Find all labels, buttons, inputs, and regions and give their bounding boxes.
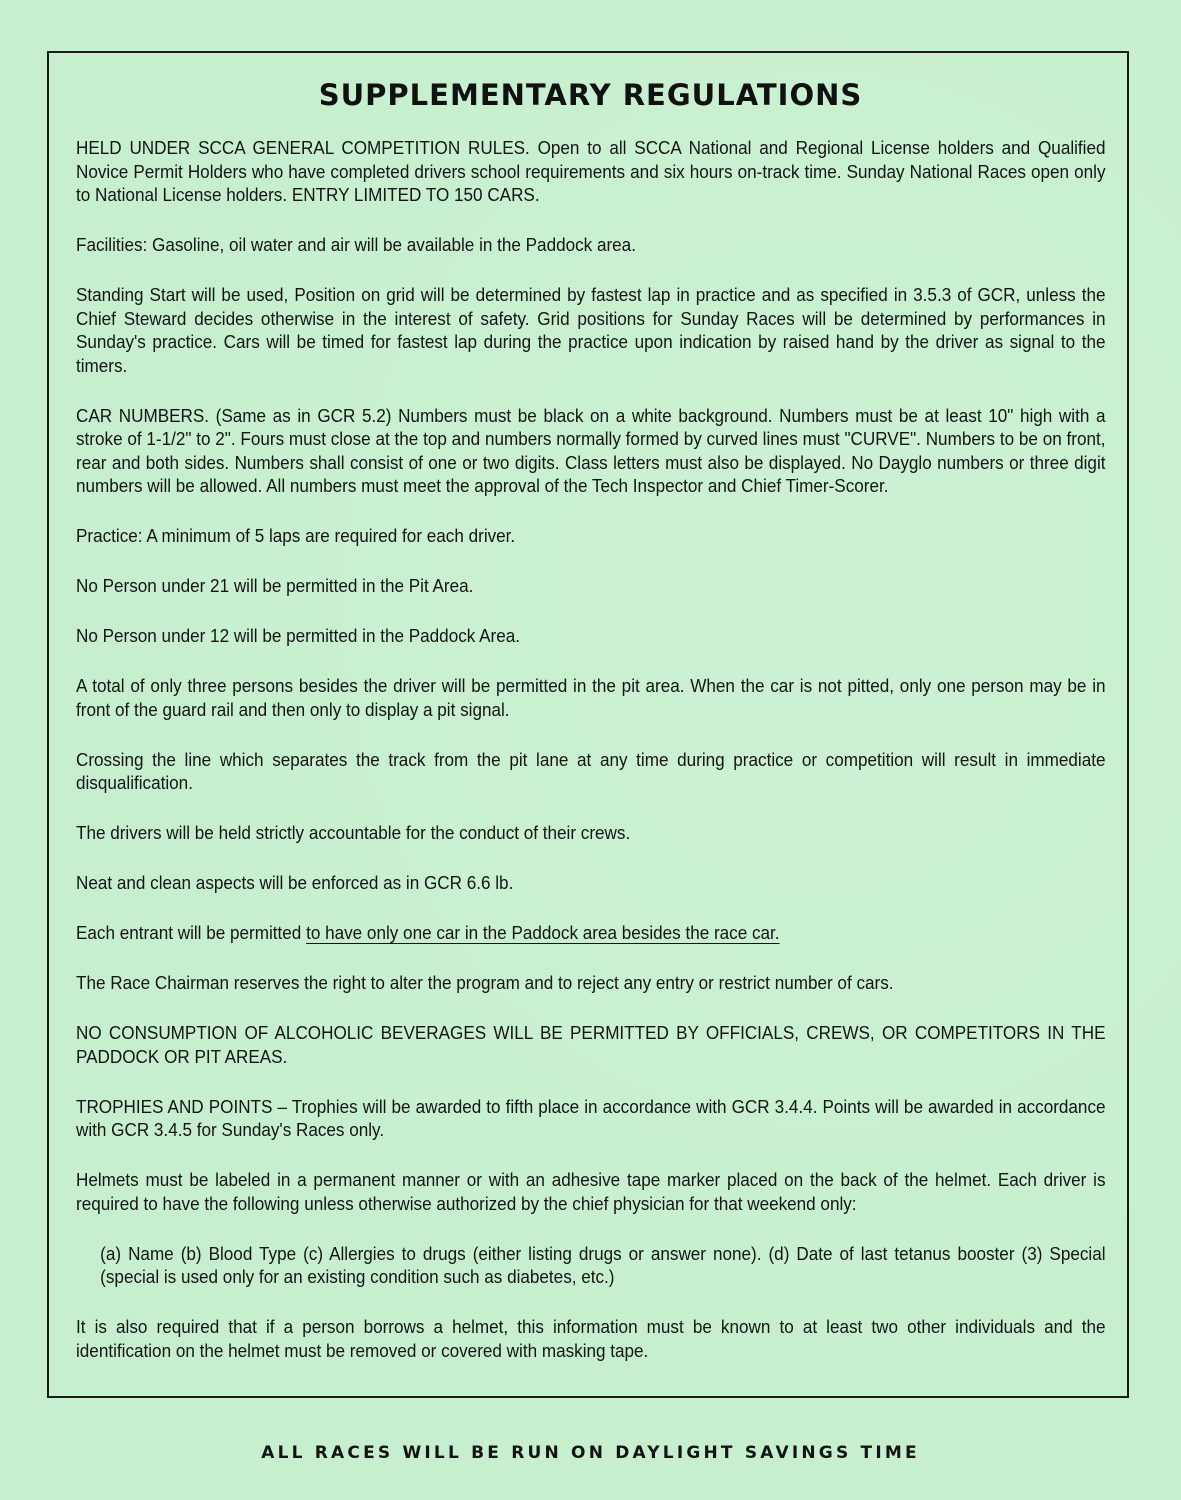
paragraph-crews: The drivers will be held strictly accountable for the conduct of their crews. [76,822,631,843]
paragraph-alcohol: NO CONSUMPTION OF ALCOHOLIC BEVERAGES WILL BE PERMITTED BY OFFICIALS, CREWS, OR COMPETITORS IN THE PADDOCK OR PIT AREAS. [76,1022,1106,1067]
paragraph-race-chairman: The Race Chairman reserves the right to alter the program and to reject any entry or restrict number of cars. [76,972,894,993]
paragraph-trophies: TROPHIES AND POINTS – Trophies will be awarded to fifth place in accordance with GCR 3.4.4. Points will be awarded in accordance with GCR 3.4.5 for Sunday's Races only. [76,1095,1106,1140]
paragraph-paddock-age: No Person under 12 will be permitted in the Paddock Area. [76,625,521,646]
paragraph-neat-clean: Neat and clean aspects will be enforced as in GCR 6.6 lb. [76,872,514,893]
regulations-body [76,136,1106,1389]
paragraph-helmets: Helmets must be labeled in a permanent manner or with an adhesive tape marker placed on the back of the helmet. Each driver is required to have the following unless otherwise authorized by the chief physician for that weekend only: [76,1169,1106,1214]
paragraph-scca-rules: HELD UNDER SCCA GENERAL COMPETITION RULES. Open to all SCCA National and Regional License holders and Qualified Novice Permit Holders who have completed drivers school requirements and six hours on-track time. Sunday National Races open only to National License holders. ENTRY LIMITED TO 150 CARS. [76,137,1106,205]
paragraph-pit-age: No Person under 21 will be permitted in the Pit Area. [76,575,474,596]
entrant-underlined-text: to have only one car in the Paddock area besides the race car. [306,922,780,943]
paragraph-entrant-car [76,921,1106,945]
paragraph-practice: Practice: A minimum of 5 laps are required for each driver. [76,525,516,546]
footer-daylight-savings: ALL RACES WILL BE RUN ON DAYLIGHT SAVINGS TIME [261,1443,920,1463]
paragraph-standing-start: Standing Start will be used, Position on grid will be determined by fastest lap in practice and as specified in 3.5.3 of GCR, unless the Chief Steward decides otherwise in the interest of safety. Grid positions for Sunday Races will be determined by performances in Sunday's practice. Cars will be timed for fastest lap during the practice upon indication by raised hand by the driver as signal to the timers. [76,284,1106,376]
paragraph-facilities: Facilities: Gasoline, oil water and air will be available in the Paddock area. [76,234,636,255]
paragraph-crossing-line: Crossing the line which separates the track from the pit lane at any time during practice or competition will result in immediate disqualification. [76,748,1106,793]
paragraph-helmet-list: (a) Name (b) Blood Type (c) Allergies to drugs (either listing drugs or answer none). (d) Date of last tetanus booster (3) Special (special is used only for an existing condition such as diabetes, etc.) [100,1242,1106,1287]
paragraph-borrowed-helmet: It is also required that if a person borrows a helmet, this information must be known to at least two other individuals and the identification on the helmet must be removed or covered with masking tape. [76,1316,1106,1361]
page-title: SUPPLEMENTARY REGULATIONS [318,78,863,112]
entrant-prefix: Each entrant will be permitted [76,922,307,943]
paragraph-pit-persons: A total of only three persons besides the driver will be permitted in the pit area. When the car is not pitted, only one person may be in front of the guard rail and then only to display a pit signal. [76,675,1106,720]
paragraph-car-numbers: CAR NUMBERS. (Same as in GCR 5.2) Numbers must be black on a white background. Numbers must be at least 10" high with a stroke of 1-1/2" to 2". Fours must close at the top and numbers normally formed by curved lines must "CURVE". Numbers to be on front, rear and both sides. Numbers shall consist of one or two digits. Class letters must also be displayed. No Dayglo numbers or three digit numbers will be allowed. All numbers must meet the approval of the Tech Inspector and Chief Timer-Scorer. [76,404,1106,496]
